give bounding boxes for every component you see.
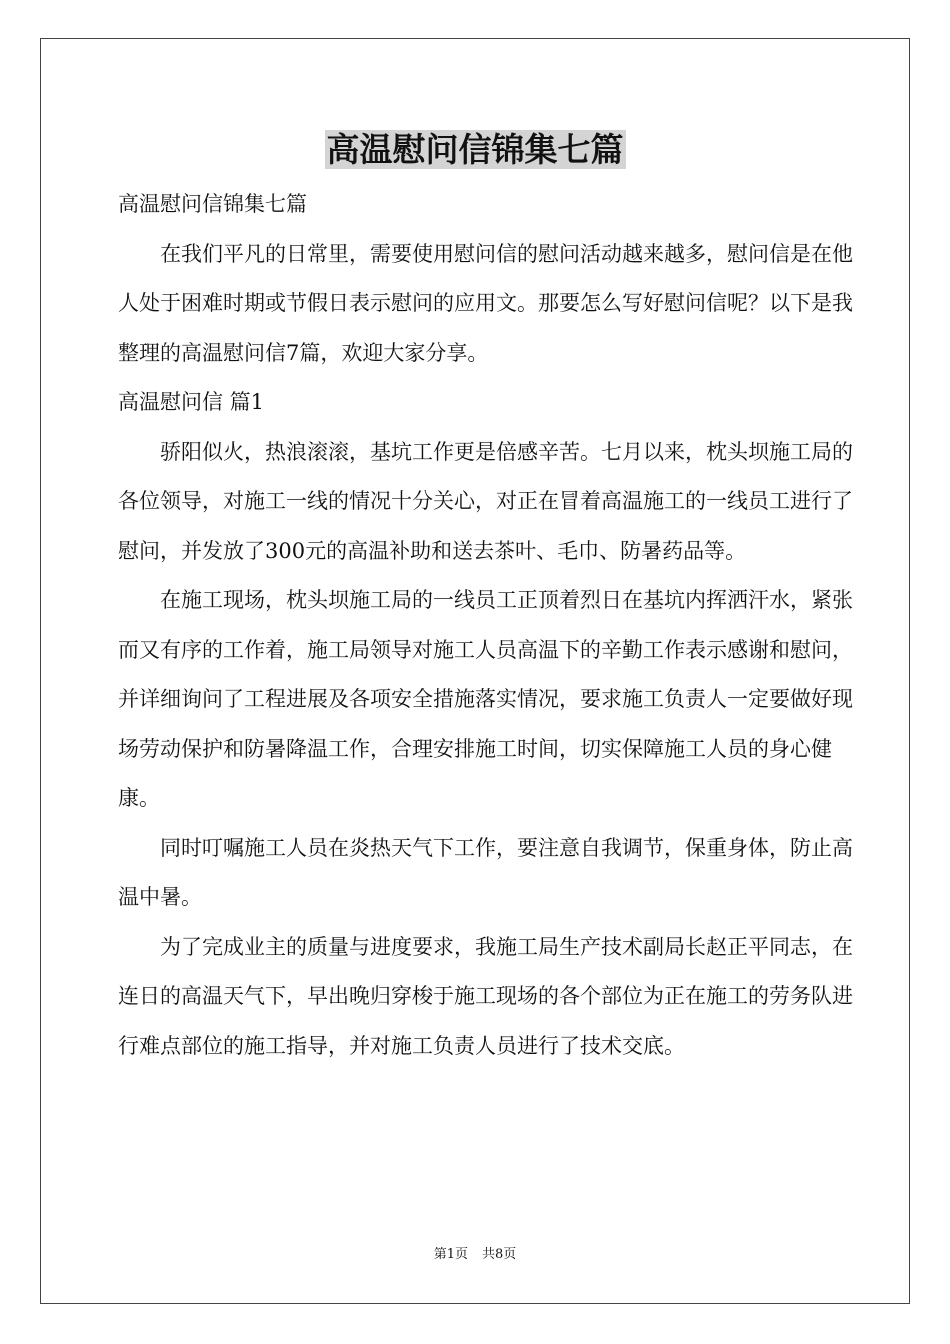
paragraph: 同时叮嘱施工人员在炎热天气下工作，要注意自我调节，保重身体，防止高温中暑。 (118, 835, 853, 909)
document-title (0, 128, 950, 172)
paragraph: 为了完成业主的质量与进度要求，我施工局生产技术副局长赵正平同志，在连日的高温天气下，早出晚归穿梭于施工现场的各个部位为正在施工的劳务队进行难点部位的施工指导，并对施工负责人员进行了技术交底。 (118, 934, 853, 1058)
document-title-text: 高温慰问信锦集七篇 (326, 130, 624, 169)
paragraph: 在施工现场，枕头坝施工局的一线员工正顶着烈日在基坑内挥洒汗水，紧张而又有序的工作着，施工局领导对施工人员高温下的辛勤工作表示感谢和慰问，并详细询问了工程进展及各项安全措施落实情况，要求施工负责人一定要做好现场劳动保护和防暑降温工作，合理安排施工时间，切实保障施工人员的身心健康。 (118, 588, 853, 810)
paragraph: 高温慰问信锦集七篇 (118, 192, 307, 216)
paragraph: 在我们平凡的日常里，需要使用慰问信的慰问活动越来越多，慰问信是在他人处于困难时期或节假日表示慰问的应用文。那要怎么写好慰问信呢？以下是我整理的高温慰问信7篇，欢迎大家分享。 (118, 241, 853, 365)
paragraph: 骄阳似火，热浪滚滚，基坑工作更是倍感辛苦。七月以来，枕头坝施工局的各位领导，对施工一线的情况十分关心，对正在冒着高温施工的一线员工进行了慰问，并发放了300元的高温补助和送去茶叶、毛巾、防暑药品等。 (118, 439, 853, 563)
page-footer (0, 1246, 950, 1264)
paragraph: 高温慰问信 篇1 (118, 390, 265, 414)
page-number: 第1页 (433, 1247, 468, 1262)
document-body (118, 180, 858, 1071)
page-total: 共8页 (482, 1247, 517, 1262)
